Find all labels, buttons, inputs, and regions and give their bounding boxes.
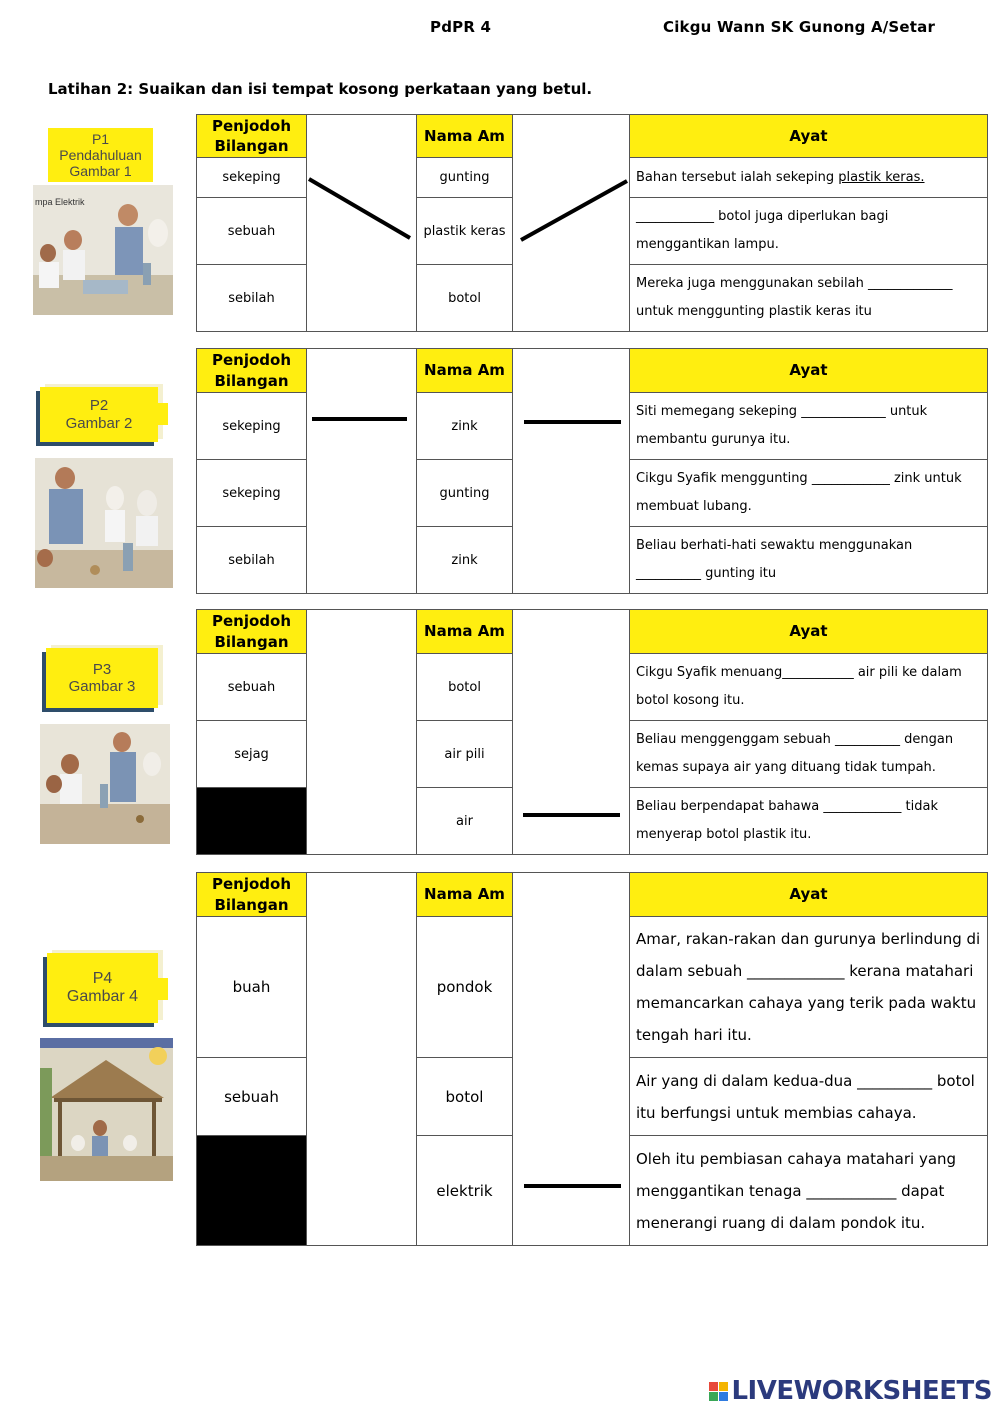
pb-cell[interactable]: sejag xyxy=(197,721,307,788)
label-tab xyxy=(158,403,168,425)
ayat-text: Bahan tersebut ialah sekeping xyxy=(636,169,839,185)
ayat-cell[interactable]: ____________ botol juga diperlukan bagi menggantikan lampu. xyxy=(630,198,988,265)
table-p1 xyxy=(196,114,988,332)
label-p3-line1: P3 xyxy=(92,660,112,678)
col-ayat-header: Ayat xyxy=(630,873,988,917)
ayat-cell[interactable]: Oleh itu pembiasan cahaya matahari yang menggantikan tenaga ____________ dapat menerangi ruang di dalam pondok itu. xyxy=(630,1136,988,1246)
instruction: Latihan 2: Suaikan dan isi tempat kosong perkataan yang betul. xyxy=(48,80,593,98)
nama-am-cell[interactable]: gunting xyxy=(417,460,513,527)
match-gap-left[interactable] xyxy=(307,115,417,332)
nama-am-cell[interactable]: botol xyxy=(417,654,513,721)
nama-am-cell[interactable]: plastik keras xyxy=(417,198,513,265)
ayat-cell[interactable]: Cikgu Syafik menuang___________ air pili ke dalam botol kosong itu. xyxy=(630,654,988,721)
pb-cell[interactable]: sebuah xyxy=(197,1058,307,1136)
ayat-cell[interactable]: Air yang di dalam kedua-dua __________ botol itu berfungsi untuk membias cahaya. xyxy=(630,1058,988,1136)
nama-am-cell[interactable]: air xyxy=(417,788,513,855)
label-p2-line1: P2 xyxy=(89,397,109,415)
label-p1-line2: Pendahuluan xyxy=(59,146,142,163)
match-gap-left[interactable] xyxy=(307,873,417,1246)
liveworksheets-logo xyxy=(709,1376,992,1406)
col-nama-am-header: Nama Am xyxy=(417,115,513,158)
pb-cell[interactable]: sekeping xyxy=(197,158,307,198)
col-ayat-header: Ayat xyxy=(630,349,988,393)
picture-caption: mpa Elektrik xyxy=(35,197,85,207)
label-p1 xyxy=(48,128,153,182)
match-gap-right[interactable] xyxy=(513,873,630,1246)
match-gap-left[interactable] xyxy=(307,610,417,855)
header-pdpr: PdPR 4 xyxy=(430,18,492,36)
picture-gambar-4 xyxy=(40,1038,173,1181)
pb-cell[interactable]: sebuah xyxy=(197,198,307,265)
pb-cell[interactable]: sebilah xyxy=(197,527,307,594)
label-p4 xyxy=(47,953,158,1023)
table-p4 xyxy=(196,872,988,1246)
label-p1-line3: Gambar 1 xyxy=(69,163,132,180)
nama-am-cell[interactable]: pondok xyxy=(417,917,513,1058)
nama-am-cell[interactable]: botol xyxy=(417,1058,513,1136)
label-p3 xyxy=(46,648,158,708)
ayat-underlined: plastik keras. xyxy=(838,169,925,185)
hidden-pb-cell xyxy=(197,788,307,855)
col-nama-am-header: Nama Am xyxy=(417,349,513,393)
header-teacher: Cikgu Wann SK Gunong A/Setar xyxy=(663,18,936,36)
hidden-pb-cell xyxy=(197,1136,307,1246)
ayat-cell[interactable] xyxy=(630,158,988,198)
col-penjodoh-header: Penjodoh Bilangan xyxy=(197,610,307,654)
label-p1-line1: P1 xyxy=(91,130,110,147)
liveworksheets-mark-icon xyxy=(709,1382,728,1401)
ayat-cell[interactable]: Cikgu Syafik menggunting ____________ zink untuk membuat lubang. xyxy=(630,460,988,527)
label-tab xyxy=(158,978,168,1000)
label-p3-line2: Gambar 3 xyxy=(68,678,136,695)
col-ayat-header: Ayat xyxy=(630,610,988,654)
col-ayat-header: Ayat xyxy=(630,115,988,158)
col-penjodoh-header: Penjodoh Bilangan xyxy=(197,115,307,158)
ayat-cell[interactable]: Beliau menggenggam sebuah __________ dengan kemas supaya air yang dituang tidak tumpah. xyxy=(630,721,988,788)
col-penjodoh-header: Penjodoh Bilangan xyxy=(197,873,307,917)
ayat-cell[interactable]: Beliau berpendapat bahawa ____________ tidak menyerap botol plastik itu. xyxy=(630,788,988,855)
pb-cell[interactable]: sebilah xyxy=(197,265,307,332)
pb-cell[interactable]: buah xyxy=(197,917,307,1058)
table-p2 xyxy=(196,348,988,594)
match-gap-right[interactable] xyxy=(513,610,630,855)
match-gap-left[interactable] xyxy=(307,349,417,594)
nama-am-cell[interactable]: elektrik xyxy=(417,1136,513,1246)
pb-cell[interactable]: sebuah xyxy=(197,654,307,721)
col-nama-am-header: Nama Am xyxy=(417,873,513,917)
pb-cell[interactable]: sekeping xyxy=(197,460,307,527)
nama-am-cell[interactable]: air pili xyxy=(417,721,513,788)
label-p4-line2: Gambar 4 xyxy=(66,988,139,1005)
ayat-cell[interactable]: Mereka juga menggunakan sebilah _____________ untuk menggunting plastik keras itu xyxy=(630,265,988,332)
nama-am-cell[interactable]: gunting xyxy=(417,158,513,198)
nama-am-cell[interactable]: botol xyxy=(417,265,513,332)
pb-cell[interactable]: sekeping xyxy=(197,393,307,460)
table-p3 xyxy=(196,609,988,855)
picture-gambar-3 xyxy=(40,724,170,844)
label-p4-line1: P4 xyxy=(92,969,113,987)
col-penjodoh-header: Penjodoh Bilangan xyxy=(197,349,307,393)
picture-gambar-1 xyxy=(33,185,173,315)
liveworksheets-wordmark: LIVEWORKSHEETS xyxy=(731,1376,992,1406)
ayat-cell[interactable]: Beliau berhati-hati sewaktu menggunakan __________ gunting itu xyxy=(630,527,988,594)
label-p2-line2: Gambar 2 xyxy=(65,414,133,432)
nama-am-cell[interactable]: zink xyxy=(417,527,513,594)
ayat-cell[interactable]: Siti memegang sekeping _____________ untuk membantu gurunya itu. xyxy=(630,393,988,460)
match-gap-right[interactable] xyxy=(513,349,630,594)
ayat-cell[interactable]: Amar, rakan-rakan dan gurunya berlindung di dalam sebuah _____________ kerana matahari memancarkan cahaya yang terik pada waktu tengah hari itu. xyxy=(630,917,988,1058)
match-gap-right[interactable] xyxy=(513,115,630,332)
nama-am-cell[interactable]: zink xyxy=(417,393,513,460)
label-p2 xyxy=(40,387,158,442)
picture-gambar-2 xyxy=(35,458,173,588)
col-nama-am-header: Nama Am xyxy=(417,610,513,654)
